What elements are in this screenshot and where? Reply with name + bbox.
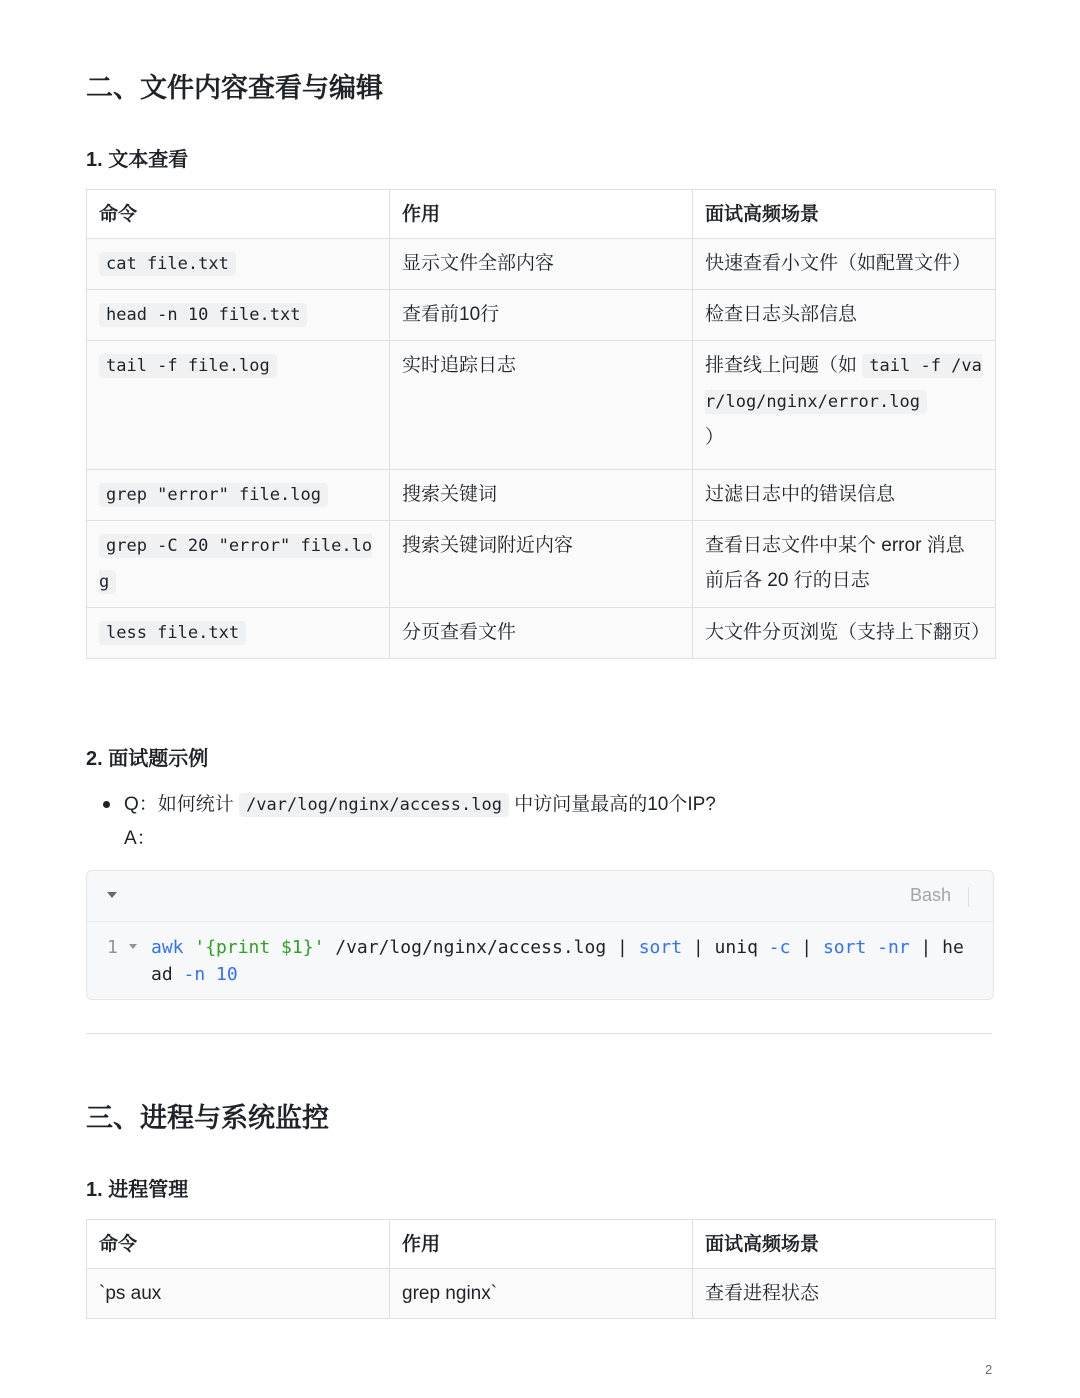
code-token: -nr <box>877 937 910 958</box>
table-row <box>87 341 996 470</box>
text-view-table <box>86 189 996 659</box>
question-text: Q：如何统计 <box>124 794 240 815</box>
cell-scenario: 大文件分页浏览（支持上下翻页） <box>693 608 996 659</box>
section3-sub1: 1. 进程管理 <box>86 1179 189 1201</box>
code-token: 10 <box>216 964 238 985</box>
code-language-label[interactable]: Bash <box>909 885 951 905</box>
section2-title: 二、文件内容查看与编辑 <box>86 73 383 103</box>
header-scenario: 面试高频场景 <box>693 1220 996 1269</box>
cell-scenario: 快速查看小文件（如配置文件） <box>693 239 996 290</box>
scenario-text: 排查线上问题（如 <box>705 355 863 376</box>
scenario-code: tail -f /var/log/nginx/error.log <box>705 356 982 412</box>
code-token: '{print $1}' <box>194 937 325 958</box>
question-line <box>124 788 716 822</box>
cell-purpose: 实时追踪日志 <box>390 341 693 470</box>
question-text-end: 中访问量最高的10个IP? <box>508 794 716 815</box>
cell-command <box>87 239 390 290</box>
code-token: /var/log/nginx/access.log | <box>324 937 639 958</box>
cell-scenario <box>693 341 996 470</box>
cell-scenario: 查看日志文件中某个 error 消息前后各 20 行的日志 <box>693 521 996 608</box>
command-code: tail -f file.log <box>99 354 277 378</box>
table-header-row <box>87 190 996 239</box>
collapse-caret-icon[interactable] <box>107 892 117 898</box>
code-token: | uniq <box>682 937 769 958</box>
section2-sub2: 2. 面试题示例 <box>86 748 209 770</box>
cell-scenario: 检查日志头部信息 <box>693 290 996 341</box>
cell-purpose: 搜索关键词附近内容 <box>390 521 693 608</box>
code-block-header <box>87 871 993 922</box>
cell-command <box>87 341 390 470</box>
section2-sub1: 1. 文本查看 <box>86 149 189 171</box>
cell-command <box>87 521 390 608</box>
code-token: sort <box>822 937 867 958</box>
cell-purpose: grep nginx` <box>390 1269 693 1319</box>
section3-title: 三、进程与系统监控 <box>86 1103 329 1133</box>
cell-purpose: 搜索关键词 <box>390 470 693 521</box>
cell-purpose: 显示文件全部内容 <box>390 239 693 290</box>
page-number: 2 <box>985 1362 993 1377</box>
code-token: sort <box>638 937 683 958</box>
code-token: | he <box>909 937 964 958</box>
command-code: less file.txt <box>99 621 246 645</box>
code-token: ad <box>151 964 184 985</box>
header-command: 命令 <box>87 190 390 239</box>
code-token: -c <box>768 937 791 958</box>
cell-command <box>87 470 390 521</box>
process-table <box>86 1219 996 1319</box>
cell-purpose: 分页查看文件 <box>390 608 693 659</box>
header-scenario: 面试高频场景 <box>693 190 996 239</box>
command-code: head -n 10 file.txt <box>99 303 307 327</box>
cell-purpose: 查看前10行 <box>390 290 693 341</box>
line-number: 1 <box>107 937 118 958</box>
answer-label: A： <box>124 828 156 849</box>
cell-scenario: 过滤日志中的错误信息 <box>693 470 996 521</box>
cell-scenario: 查看进程状态 <box>693 1269 996 1319</box>
table-row <box>87 1269 996 1319</box>
code-token <box>205 964 216 985</box>
code-token: awk <box>151 937 184 958</box>
question-code: /var/log/nginx/access.log <box>239 793 509 817</box>
header-separator <box>968 887 969 907</box>
header-command: 命令 <box>87 1220 390 1269</box>
code-token: -n <box>183 964 206 985</box>
cell-command <box>87 608 390 659</box>
code-block <box>86 870 994 1000</box>
scenario-text-end: ） <box>705 427 725 448</box>
table-row <box>87 521 996 608</box>
section-divider <box>86 1033 992 1034</box>
table-row <box>87 608 996 659</box>
header-purpose: 作用 <box>390 190 693 239</box>
command-code: grep "error" file.log <box>99 483 328 507</box>
command-code: cat file.txt <box>99 252 236 276</box>
code-text[interactable] <box>151 934 991 988</box>
command-code: grep -C 20 "error" file.log <box>99 536 373 592</box>
cell-command: `ps aux <box>87 1269 390 1319</box>
table-row <box>87 239 996 290</box>
header-purpose: 作用 <box>390 1220 693 1269</box>
code-token: | <box>790 937 823 958</box>
table-header-row <box>87 1220 996 1269</box>
code-token <box>866 937 877 958</box>
fold-caret-icon[interactable] <box>129 944 137 949</box>
cell-command <box>87 290 390 341</box>
bullet-dot <box>103 801 110 808</box>
table-row <box>87 290 996 341</box>
table-row <box>87 470 996 521</box>
